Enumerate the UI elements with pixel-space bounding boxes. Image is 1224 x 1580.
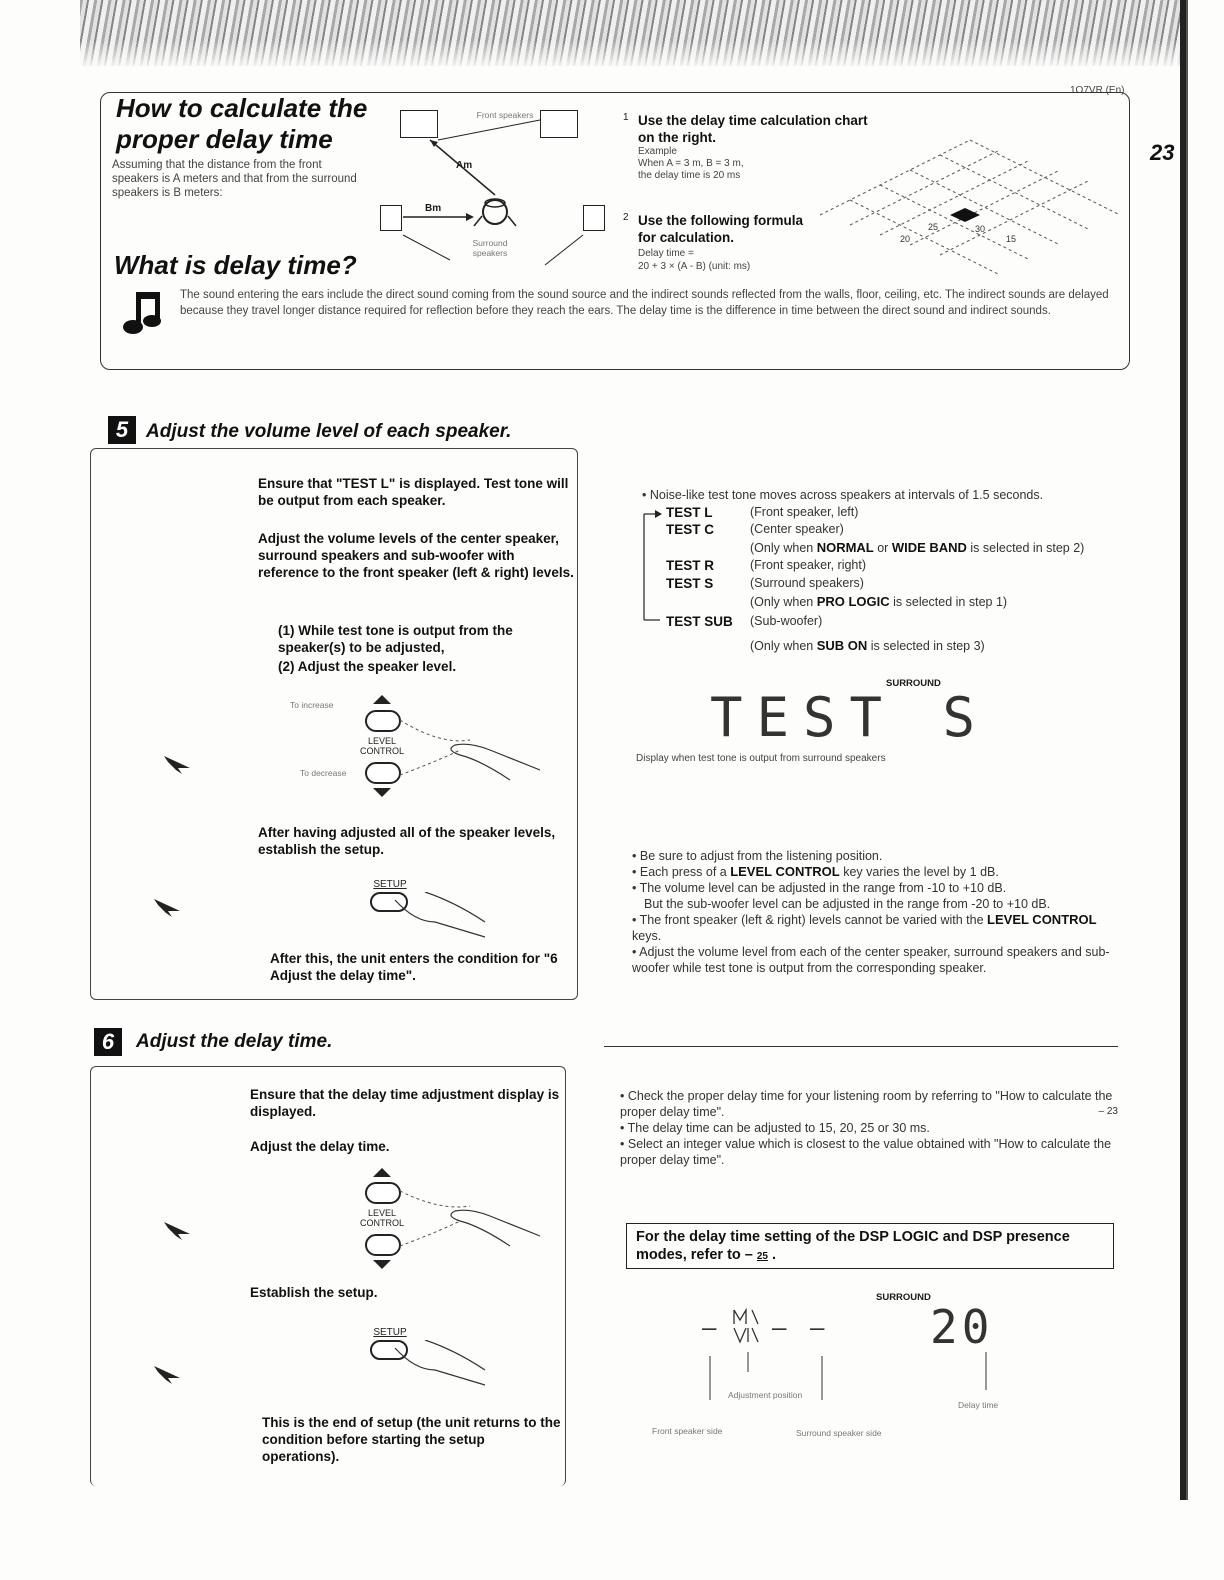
note-3: • The volume level can be adjusted in the range from -10 to +10 dB. — [632, 881, 1007, 895]
right-dash: – — [810, 1314, 825, 1342]
note-1: • Be sure to adjust from the listening position. — [632, 849, 883, 863]
test-c-label: TEST C — [666, 522, 715, 537]
delay-calculation-chart — [800, 120, 1130, 280]
step6-note-2-text: The delay time can be adjusted to 15, 20, 25 or 30 ms. — [627, 1121, 930, 1135]
decrease-label: To decrease — [300, 768, 347, 778]
note-5-pre: The front speaker (left & right) levels cannot be varied with the — [639, 913, 988, 927]
setup-hand-icon-2 — [385, 1340, 495, 1390]
cond-mid: or — [873, 541, 892, 555]
chart-value-15: 15 — [1006, 234, 1017, 244]
hand-pointer-icon-3 — [160, 1218, 196, 1240]
ref-page: 23 — [1106, 1106, 1118, 1117]
test-sequence-bracket — [640, 508, 664, 628]
test-sub-label: TEST SUB — [666, 614, 733, 629]
step6-note-3-text: Select an integer value which is closest to the value obtained with "How to calculate the proper delay time". — [620, 1137, 1112, 1167]
method1-example-line1: When A = 3 m, B = 3 m, — [638, 158, 744, 169]
setup-hand-icon — [385, 892, 495, 942]
step6-item2: Adjust the delay time. — [250, 1139, 390, 1154]
note-6: • Adjust the volume level from each of the center speaker, surround speakers and sub-woofer while test tone is output from the corresponding speaker. — [632, 945, 1110, 975]
delay-text: The sound entering the ears include the direct sound coming from the sound source and the indirect sounds reflected from the walls, floor, ceiling, etc. The indirect sounds are delayed because they travel longer distance required for reflection before they reach the ears. The delay time is the difference in time between the direct sound and indirect sounds. — [180, 289, 1109, 317]
music-note-icon — [122, 290, 164, 336]
setup-label-2: SETUP — [373, 1327, 407, 1338]
level-down-button[interactable] — [365, 762, 401, 784]
surround-speakers-label: Surround speakers — [472, 238, 508, 258]
step5-number: 5 — [108, 416, 136, 444]
front-speakers-label: Front speakers — [476, 110, 534, 120]
step6-note-3: • Select an integer value which is closest to the value obtained with "How to calculate the proper delay time". — [620, 1137, 1112, 1167]
method1-example-line2: the delay time is 20 ms — [638, 170, 741, 181]
cond-pre: (Only when — [750, 541, 817, 555]
step5-notes — [632, 848, 1122, 976]
surround-side-label: Surround speaker side — [796, 1428, 882, 1438]
note-4 — [632, 896, 1122, 912]
chart-highlight-cell — [950, 208, 980, 222]
test-row-l — [666, 505, 858, 520]
hand-pointer-icon — [160, 752, 196, 774]
noise-note: • Noise-like test tone moves across speakers at intervals of 1.5 seconds. — [642, 488, 1044, 502]
test-sub-condition — [750, 638, 985, 653]
test-l-desc: (Front speaker, left) — [750, 505, 859, 519]
test-s-label: TEST S — [666, 576, 714, 591]
step5-item3: After having adjusted all of the speaker levels, establish the setup. — [258, 825, 556, 857]
dsp-note-text: For the delay time setting of the DSP LOGIC and DSP presence modes, refer to — [636, 1229, 1070, 1263]
note-1-text: Be sure to adjust from the listening position. — [639, 849, 883, 863]
pointing-hand-icon-2 — [400, 1176, 550, 1266]
note-2-pre: Each press of a — [639, 865, 731, 879]
method2-formula-label: Delay time = — [638, 248, 694, 259]
hand-pointer-icon-4 — [150, 1362, 186, 1384]
method1-title: Use the delay time calculation chart on the right. — [638, 113, 868, 145]
note-5-bold: LEVEL CONTROL — [987, 912, 1097, 927]
adjustment-position-label: Adjustment position — [728, 1390, 803, 1400]
level-up-button[interactable] — [365, 710, 401, 732]
method2-number: 2 — [623, 212, 629, 223]
step6-title: Adjust the delay time. — [136, 1031, 333, 1052]
cond-s-post: is selected in step 1) — [889, 595, 1008, 609]
pointing-hand-icon — [400, 700, 550, 800]
note-2-bold: LEVEL CONTROL — [730, 864, 840, 879]
delay-time-label: Delay time — [958, 1400, 999, 1410]
step5-after-text: After this, the unit enters the condition for "6 Adjust the delay time". — [270, 951, 558, 983]
hand-pointer-icon-2 — [150, 895, 186, 917]
delay-title: What is delay time? — [114, 250, 357, 280]
calc-text: Assuming that the distance from the front speakers is A meters and that from the surround speakers is B meters: — [112, 159, 357, 199]
level-control-label-2: LEVEL CONTROL — [359, 1208, 404, 1228]
step6-item3: Establish the setup. — [250, 1285, 378, 1300]
method2-title: Use the following formula for calculation. — [638, 213, 804, 245]
level-up-arrow-icon-2 — [373, 1168, 391, 1177]
mid-dash: – — [772, 1314, 787, 1342]
level-control-label: LEVEL CONTROL — [359, 736, 404, 756]
step6-notes — [620, 1088, 1118, 1168]
step6-note-2: • The delay time can be adjusted to 15, 20, 25 or 30 ms. — [620, 1121, 930, 1135]
test-row-s — [666, 576, 864, 591]
calc-title: How to calculate the proper delay time — [116, 93, 368, 154]
step5-sub2: (2) Adjust the speaker level. — [278, 659, 457, 674]
note-5: • The front speaker (left & right) levels cannot be varied with the LEVEL CONTROL keys. — [632, 912, 1097, 943]
method1-example-label: Example — [638, 146, 677, 157]
step5-sub1: (1) While test tone is output from the speaker(s) to be adjusted, — [278, 623, 513, 655]
step5-title: Adjust the volume level of each speaker. — [146, 421, 512, 442]
note-3-text: The volume level can be adjusted in the range from -10 to +10 dB. — [639, 881, 1007, 895]
diagram-lines — [370, 100, 620, 270]
test-sub-desc: (Sub-woofer) — [750, 614, 823, 628]
level-down-arrow-icon — [373, 788, 391, 797]
note-6-text: Adjust the volume level from each of the center speaker, surround speakers and sub-woofer while test tone is output from the corresponding speaker. — [632, 945, 1110, 975]
level-down-arrow-icon-2 — [373, 1260, 391, 1269]
chart-value-30: 30 — [975, 224, 986, 234]
cond-sub-on: SUB ON — [816, 638, 868, 653]
method1-number: 1 — [623, 112, 629, 123]
chart-value-25: 25 — [928, 222, 939, 232]
method2-formula: 20 + 3 × (A - B) (unit: ms) — [638, 261, 751, 272]
test-r-label: TEST R — [666, 558, 715, 573]
step6-note-1-text: Check the proper delay time for your listening room by referring to "How to calculate the proper delay time". — [620, 1089, 1113, 1119]
step5-item2: Adjust the volume levels of the center speaker, surround speakers and sub-woofer with reference to the front speaker (left & right) levels. — [258, 531, 574, 580]
adjustment-position-icon — [730, 1306, 762, 1346]
display-caption: Display when test tone is output from surround speakers — [636, 753, 886, 764]
left-dash: – — [702, 1314, 717, 1342]
test-c-desc: (Center speaker) — [750, 522, 844, 536]
test-row-sub — [666, 614, 822, 629]
surround-indicator-2: SURROUND — [876, 1292, 931, 1303]
test-row-r — [666, 558, 866, 573]
test-row-c — [666, 522, 844, 537]
cond-post: is selected in step 2) — [966, 541, 1085, 555]
increase-label: To increase — [290, 700, 334, 710]
section-divider — [604, 1046, 1118, 1047]
setup-label: SETUP — [373, 879, 407, 890]
step6-item1: Ensure that the delay time adjustment display is displayed. — [250, 1087, 560, 1119]
level-down-button-2[interactable] — [365, 1234, 401, 1256]
step6-number: 6 — [94, 1028, 122, 1056]
front-side-label: Front speaker side — [652, 1426, 723, 1436]
step5-item1: Ensure that "TEST L" is displayed. Test tone will be output from each speaker. — [258, 476, 569, 508]
cond-sub-pre: (Only when — [750, 639, 817, 653]
cond-wide-band: WIDE BAND — [891, 540, 967, 555]
note-4-text: But the sub-woofer level can be adjusted in the range from -20 to +10 dB. — [644, 897, 1051, 911]
cond-sub-post: is selected in step 3) — [867, 639, 985, 653]
bm-label: Bm — [425, 203, 442, 214]
delay-value-display: 20 — [930, 1300, 994, 1354]
cond-s-pre: (Only when — [750, 595, 817, 609]
dsp-note: For the delay time setting of the DSP LOGIC and DSP presence modes, refer to – 25 . — [636, 1229, 1070, 1263]
step6-note-1: • Check the proper delay time for your listening room by referring to "How to calculate the proper delay time". – 23 — [620, 1089, 1118, 1119]
page-number: 23 — [1150, 140, 1175, 165]
am-label: Am — [456, 160, 473, 171]
page-edge-bar — [1180, 0, 1196, 1500]
level-up-arrow-icon — [373, 695, 391, 704]
step6-end-text: This is the end of setup (the unit returns to the condition before starting the setup operations). — [262, 1415, 561, 1464]
surround-indicator: SURROUND — [886, 678, 941, 689]
note-2-post: key varies the level by 1 dB. — [839, 865, 999, 879]
test-s-desc: (Surround speakers) — [750, 576, 864, 590]
level-up-button-2[interactable] — [365, 1182, 401, 1204]
test-c-condition — [750, 540, 1084, 555]
test-l-label: TEST L — [666, 505, 713, 520]
test-s-condition — [750, 594, 1007, 609]
scan-band-fade — [80, 40, 1180, 70]
lcd-display: TEST S — [710, 686, 990, 749]
cond-pro-logic: PRO LOGIC — [816, 594, 890, 609]
dsp-ref-page: 25 — [756, 1251, 768, 1262]
model-code: 1O7VR (En) — [1070, 85, 1125, 96]
test-r-desc: (Front speaker, right) — [750, 558, 867, 572]
noise-note-text: Noise-like test tone moves across speakers at intervals of 1.5 seconds. — [649, 488, 1044, 502]
chart-value-20: 20 — [900, 234, 911, 244]
note-2: • Each press of a LEVEL CONTROL key varies the level by 1 dB. — [632, 864, 999, 879]
note-5-post: keys. — [632, 929, 662, 943]
cond-normal: NORMAL — [816, 540, 874, 555]
